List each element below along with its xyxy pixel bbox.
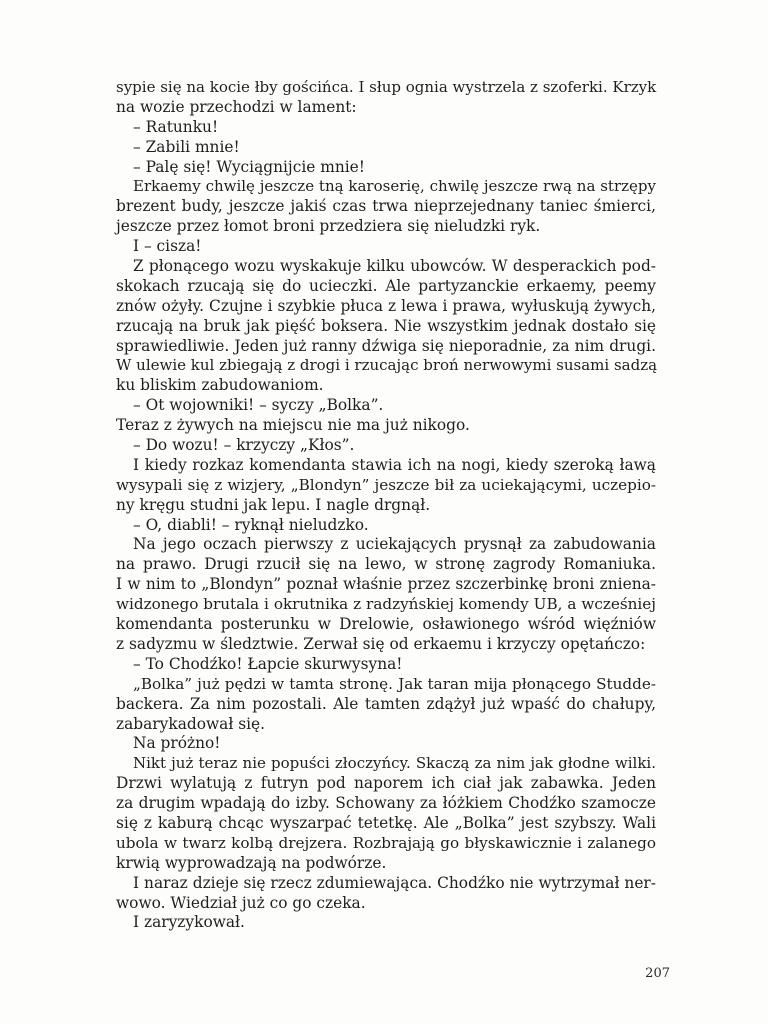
text-line: jeszcze przez łomot broni przedziera się nieludzki ryk. — [116, 217, 541, 236]
text-line: wysypali się z wizjery, „Blondyn” jeszcze bił za uciekającymi, uczepio- — [116, 475, 656, 494]
text-line: – Do wozu! – krzyczy „Kłos”. — [133, 436, 355, 455]
text-line: komendanta posterunku w Drelowie, osławionego wśród więźniów — [116, 615, 656, 634]
text-line: – Palę się! Wyciągnijcie mnie! — [133, 157, 365, 176]
text-line: backera. Za nim pozostali. Ale tamten zdążył już wpaść do chałupy, — [116, 694, 656, 713]
text-line: I kiedy rozkaz komendanta stawia ich na nogi, kiedy szeroką ławą — [133, 455, 656, 474]
text-line: krwią wyprowadzają na podwórze. — [116, 853, 387, 872]
text-line: – Ot wojowniki! – syczy „Bolka”. — [133, 396, 384, 415]
text-line: widzonego brutala i okrutnika z radzyńskiej komendy UB, a wcześniej — [116, 595, 656, 614]
page-number: 207 — [645, 966, 670, 981]
text-line: skokach rzucają się do ucieczki. Ale partyzanckie erkaemy, peemy — [116, 276, 656, 295]
text-line: Na próżno! — [133, 734, 221, 753]
text-line: brezent budy, jeszcze jakiś czas trwa nieprzejednany taniec śmierci, — [116, 197, 656, 216]
text-line: ku bliskim zabudowaniom. — [116, 376, 324, 395]
text-line: I zaryzykował. — [133, 913, 245, 932]
text-line: z sadyzmu w śledztwie. Zerwał się od erkaemu i krzyczy opętańczo: — [116, 634, 646, 653]
text-line: na prawo. Drugi rzucił się na lewo, w stronę zagrody Romaniuka. — [116, 555, 656, 574]
text-line: sypie się na kocie łby gościńca. I słup ognia wystrzela z szoferki. Krzyk — [116, 78, 657, 96]
text-line: sprawiedliwie. Jeden już ranny dźwiga się nieporadnie, za nim drugi. — [116, 336, 656, 355]
text-line: Z płonącego wozu wyskakuje kilku ubowców. W desperackich pod- — [133, 257, 656, 276]
text-line: I – cisza! — [133, 237, 202, 256]
text-line: wowo. Wiedział już co go czeka. — [116, 893, 366, 912]
text-line: ubola w twarz kolbą drejzera. Rozbrajają go błyskawicznie i zalanego — [116, 833, 656, 852]
body-text — [116, 78, 656, 933]
text-line: na wozie przechodzi w lament: — [116, 97, 357, 116]
text-line: I w nim to „Blondyn” poznał właśnie przez szczerbinkę broni zniena- — [116, 575, 656, 594]
text-line: się z kaburą chcąc wyszarpać tetetkę. Ale „Bolka” jest szybszy. Wali — [116, 813, 656, 832]
text-line: „Bolka” już pędzi w tamta stronę. Jak taran mija płonącego Studde- — [133, 674, 656, 693]
text-line: I naraz dzieje się rzecz zdumiewająca. Chodźko nie wytrzymał ner- — [133, 873, 656, 892]
text-line: za drugim wpadają do izby. Schowany za łóżkiem Chodźko szamocze — [116, 794, 656, 813]
text-line: ny kręgu studni jak lepu. I nagle drgnął. — [116, 495, 431, 514]
text-line: Nikt już teraz nie popuści złoczyńcy. Skaczą za nim jak głodne wilki. — [133, 754, 656, 773]
text-line: Erkaemy chwilę jeszcze tną karoserię, chwilę jeszcze rwą na strzępy — [133, 177, 656, 196]
text-line: Na jego oczach pierwszy z uciekających prysnął za zabudowania — [133, 535, 656, 554]
text-line: – O, diabli! – ryknął nieludzko. — [133, 515, 369, 534]
text-line: – Ratunku! — [133, 117, 219, 136]
text-line: – To Chodźko! Łapcie skurwysyna! — [133, 654, 403, 673]
text-line: – Zabili mnie! — [133, 137, 240, 156]
text-line: Drzwi wylatują z futryn pod naporem ich ciał jak zabawka. Jeden — [116, 774, 656, 793]
text-line: rzucają na bruk jak pięść boksera. Nie wszystkim jednak dostało się — [116, 316, 656, 335]
text-line: znów ożyły. Czujne i szybkie płuca z lewa i prawa, wyłuskują żywych, — [116, 296, 656, 315]
text-line: Teraz z żywych na miejscu nie ma już nikogo. — [116, 416, 470, 435]
text-line: W ulewie kul zbiegają z drogi i rzucając broń nerwowymi susami sadzą — [116, 356, 658, 375]
text-line: zabarykadował się. — [116, 714, 266, 733]
